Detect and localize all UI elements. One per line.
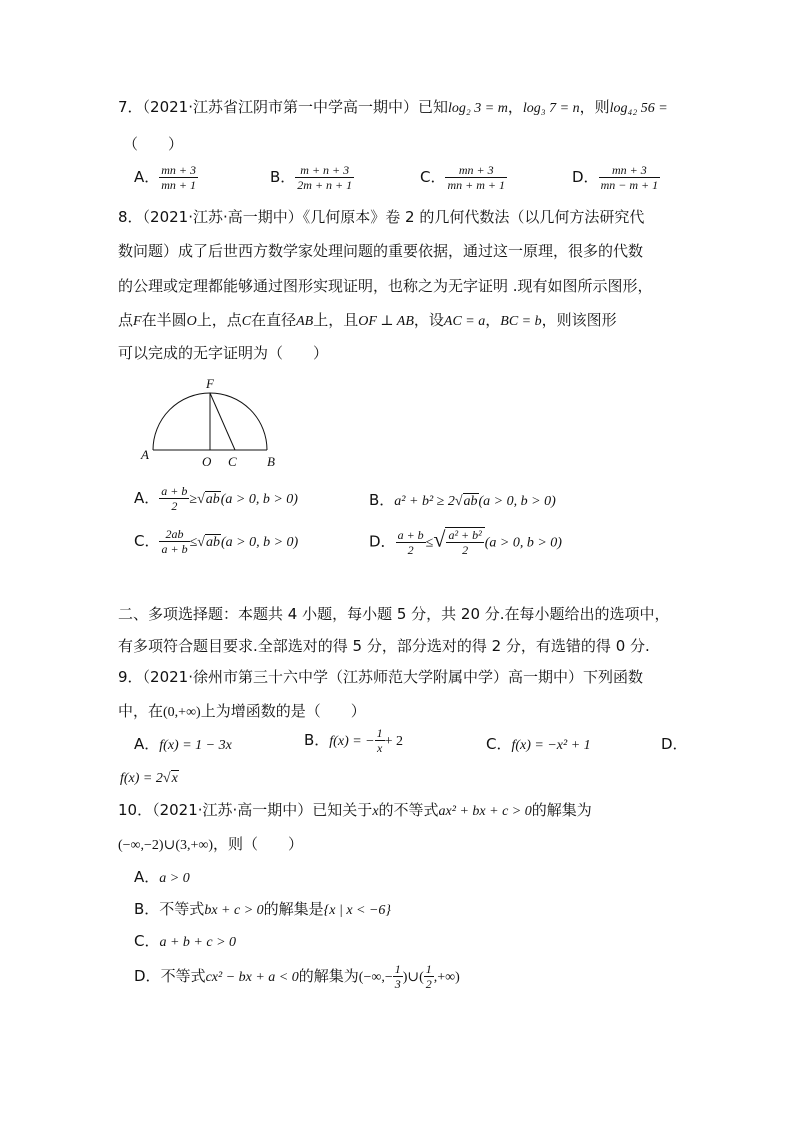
q8-diameter-ab: AB xyxy=(296,314,314,329)
q9-option-b-pre: f(x) = − xyxy=(329,734,375,749)
q7-option-c-label: C． xyxy=(420,168,446,186)
q10-option-d-a: 不等式 xyxy=(160,967,206,985)
q9-l2a: 中，在 xyxy=(118,702,164,720)
q7-option-d-den: mn − m + 1 xyxy=(600,178,659,192)
q10-l1a: 10．（2021·江苏·高一期中）已知关于 xyxy=(118,801,373,819)
q9-line-2 xyxy=(118,701,366,723)
q10-option-c-label: C． xyxy=(134,932,160,950)
q10-l2b: ，则（ ） xyxy=(213,835,304,853)
q10-line-1 xyxy=(118,800,592,822)
q8-option-b[interactable]: B．a² + b² ≥ 2√ab(a > 0, b > 0) xyxy=(369,491,556,509)
q7-sep: ， xyxy=(507,98,523,116)
q8-option-b-cond: (a > 0, b > 0) xyxy=(478,494,556,509)
q10-option-a-label: A． xyxy=(134,868,160,886)
q8-option-c-sqrt: ab xyxy=(205,535,220,550)
q7-target: log₄₂ 56 = xyxy=(609,101,668,116)
q8-l4h: ，则该图形 xyxy=(541,311,617,329)
q10-ineq: ax² + bx + c > 0 xyxy=(438,804,532,819)
q8-line-3: 的公理或定理都能够通过图形实现证明，也称之为无字证明 .现有如图所示图形， xyxy=(118,277,653,295)
q7-option-d-num: mn + 3 xyxy=(599,163,661,178)
q8-option-c-rel: ≤ xyxy=(189,535,198,550)
fc-line xyxy=(210,393,235,450)
q10-option-c-expr: a + b + c > 0 xyxy=(159,935,237,950)
q8-line-2: 数问题）成了后世西方数学家处理问题的重要依据，通过这一原理，很多的代数 xyxy=(118,242,644,260)
q8-option-c-label: C． xyxy=(134,532,160,550)
q7-option-c-num: mn + 3 xyxy=(445,163,507,178)
q8-option-d-num: a + b xyxy=(397,527,424,542)
q10-option-b-a: 不等式 xyxy=(159,900,205,918)
q8-l4f: ，设 xyxy=(413,311,444,329)
q8-option-d-cond: (a > 0, b > 0) xyxy=(484,535,562,551)
q9-option-c-label: C． xyxy=(486,735,512,753)
section-2-line-2: 有多项符合题目要求.全部选对的得 5 分，部分选对的得 2 分，有选错的得 0 分. xyxy=(118,637,650,655)
q7-option-a-den: mn + 1 xyxy=(161,178,197,192)
q8-point-o: O xyxy=(186,314,197,329)
q7-option-d-fraction xyxy=(599,163,661,192)
q7-option-a-label: A． xyxy=(134,168,160,186)
q8-option-b-expr: a² + b² ≥ 2 xyxy=(394,494,455,509)
q9-line-1: 9．（2021·徐州市第三十六中学（江苏师范大学附属中学）高一期中）下列函数 xyxy=(118,668,643,686)
q7-option-b-label: B． xyxy=(270,168,296,186)
q9-option-c-expr: f(x) = −x² + 1 xyxy=(511,738,591,753)
q7-option-b-num: m + n + 3 xyxy=(295,163,354,178)
q7-ask: ，则 xyxy=(579,98,610,116)
q9-option-a-expr: f(x) = 1 − 3x xyxy=(159,738,232,753)
q9-option-b-frac xyxy=(375,726,385,755)
q10-option-d-set2: )∪( xyxy=(402,970,424,985)
q7-option-c-den: mn + m + 1 xyxy=(447,178,506,192)
q10-option-a-expr: a > 0 xyxy=(159,871,190,886)
q8-option-c[interactable]: C． $\frac{2ab}{a + b}$ ≤√ab(a > 0, b > 0) xyxy=(134,527,299,556)
q8-l4a: 点 xyxy=(118,311,134,329)
q10-option-d-n2: 1 xyxy=(425,962,432,976)
q9-option-d-sqrt: x xyxy=(171,771,178,786)
q8-option-d-label: D． xyxy=(369,532,396,551)
q8-ac: AC = a xyxy=(443,314,486,329)
q8-option-d[interactable]: D． $\frac{a + b}{2}$ ≤√ $\frac{\text{a² + b²}}{2}$ (a > 0, b > 0) xyxy=(369,526,562,557)
q8-option-b-sqrt: ab xyxy=(463,494,478,509)
section-2-line-1: 二、多项选择题：本题共 4 小题，每小题 5 分，共 20 分.在每小题给出的选项中， xyxy=(118,605,670,623)
q8-line-4 xyxy=(118,310,617,332)
q8-point-f: F xyxy=(133,314,142,329)
q10-option-d-frac1 xyxy=(393,962,403,991)
q7-number: 7． xyxy=(118,98,143,116)
q7-option-d[interactable] xyxy=(572,163,660,192)
q8-option-d-frac xyxy=(396,528,426,557)
q7-option-b-den: 2m + n + 1 xyxy=(297,178,353,192)
q8-option-a-rel: ≥ xyxy=(189,492,198,507)
q9-interval: (0,+∞) xyxy=(163,705,201,720)
q8-option-a-label: A． xyxy=(134,489,160,507)
q8-bc: BC = b xyxy=(500,314,542,329)
q7-option-c[interactable] xyxy=(420,163,507,192)
q9-option-d[interactable]: f(x) = 2√x xyxy=(120,771,178,786)
q8-option-d-rel: ≤ xyxy=(425,535,434,551)
q10-option-d-label: D． xyxy=(134,967,161,985)
q9-option-a[interactable] xyxy=(134,734,232,756)
q9-option-d-pre: f(x) = 2 xyxy=(120,771,163,786)
q8-option-a-den: 2 xyxy=(171,499,178,513)
q8-l4b: 在半圆 xyxy=(141,311,187,329)
q10-option-b-label: B． xyxy=(134,900,160,918)
q9-option-a-label: A． xyxy=(134,735,160,753)
q9-option-b-num: 1 xyxy=(376,726,383,740)
q8-option-c-cond: (a > 0, b > 0) xyxy=(220,535,299,550)
q7-option-a-fraction xyxy=(159,163,198,192)
q10-option-d-set3: ,+∞) xyxy=(433,970,460,985)
q10-option-c[interactable] xyxy=(134,931,236,953)
q8-option-a[interactable]: A． $\frac{a + b}{2}$ ≥√ab(a > 0, b > 0) xyxy=(134,484,298,513)
q8-option-a-num: a + b xyxy=(161,484,188,498)
q7-given-1: log₂ 3 = m xyxy=(448,101,508,116)
q10-option-a[interactable] xyxy=(134,867,190,889)
q7-stem-text: 已知 xyxy=(418,98,449,116)
q9-option-b[interactable] xyxy=(304,726,403,755)
q8-l4g: ， xyxy=(485,311,501,329)
q9-option-c[interactable] xyxy=(486,734,591,756)
q8-option-c-num: 2ab xyxy=(159,527,189,542)
q9-option-b-den: x xyxy=(376,741,383,755)
q7-source: （2021·江苏省江阴市第一中学高一期中） xyxy=(142,98,418,116)
q7-option-b-fraction xyxy=(295,163,354,192)
q10-option-d-b: 的解集为 xyxy=(298,967,359,985)
q8-perp: OF ⊥ AB xyxy=(358,314,414,329)
q9-option-b-post: + 2 xyxy=(384,734,404,749)
q8-semicircle-figure xyxy=(135,372,285,472)
q7-blank: （ ） xyxy=(123,135,184,153)
q10-option-b-b: 的解集是 xyxy=(263,900,324,918)
q8-point-c: C xyxy=(241,314,252,329)
q8-l4d: 在直径 xyxy=(251,311,297,329)
q9-l2b: 上为增函数的是（ ） xyxy=(200,702,366,720)
q9-option-d-label[interactable]: D． xyxy=(661,735,688,753)
q7-option-c-fraction xyxy=(445,163,507,192)
label-f: F xyxy=(206,376,214,391)
q10-option-b-set: {x | x < −6} xyxy=(323,903,392,918)
q8-option-c-frac xyxy=(159,527,189,556)
q7-given-2: log₃ 7 = n xyxy=(522,101,580,116)
q8-option-a-cond: (a > 0, b > 0) xyxy=(220,492,298,507)
q8-option-d-sqrt-num: a² + b² xyxy=(448,528,482,542)
q8-option-d-sqrt-frac xyxy=(445,527,484,557)
q8-option-d-den: 2 xyxy=(407,542,414,557)
q8-option-b-label: B． xyxy=(369,491,395,509)
q7-stem xyxy=(118,97,668,119)
q10-option-d-set1: (−∞,− xyxy=(358,970,393,985)
label-c: C xyxy=(228,454,237,469)
q10-option-d-expr: cx² − bx + a < 0 xyxy=(205,970,299,985)
q8-line-1: 8．（2021·江苏·高一期中）《几何原本》卷 2 的几何代数法（以几何方法研究代 xyxy=(118,208,645,226)
q10-option-d-n1: 1 xyxy=(394,962,401,976)
q8-l4e: 上，且 xyxy=(313,311,359,329)
q10-option-d-d1: 3 xyxy=(394,977,401,991)
q7-option-d-label: D． xyxy=(572,168,599,186)
q10-option-d-d2: 2 xyxy=(425,977,432,991)
q10-option-b-expr: bx + c > 0 xyxy=(204,903,264,918)
q8-option-c-den: a + b xyxy=(161,542,188,556)
q7-option-b[interactable] xyxy=(270,163,354,192)
q10-line-2 xyxy=(118,834,303,856)
q10-option-d[interactable] xyxy=(134,962,460,991)
q9-option-b-label: B． xyxy=(304,731,330,749)
q8-option-a-sqrt: ab xyxy=(205,492,220,507)
q8-l4c: 上，点 xyxy=(196,311,242,329)
q10-option-b[interactable] xyxy=(134,899,391,921)
label-a: A xyxy=(141,447,149,462)
label-b: B xyxy=(267,454,275,469)
q8-line-5: 可以完成的无字证明为（ ） xyxy=(118,344,329,362)
label-o: O xyxy=(202,454,212,469)
q10-x: x xyxy=(372,804,379,819)
q10-l1b: 的不等式 xyxy=(378,801,439,819)
q7-option-a[interactable] xyxy=(134,163,198,192)
q8-option-d-sqrt-den: 2 xyxy=(462,543,469,557)
q10-set: (−∞,−2)∪(3,+∞) xyxy=(118,838,214,853)
q10-option-d-frac2 xyxy=(424,962,434,991)
q7-option-a-num: mn + 3 xyxy=(161,163,197,177)
q8-option-a-frac xyxy=(159,484,189,513)
q10-l1c: 的解集为 xyxy=(531,801,592,819)
